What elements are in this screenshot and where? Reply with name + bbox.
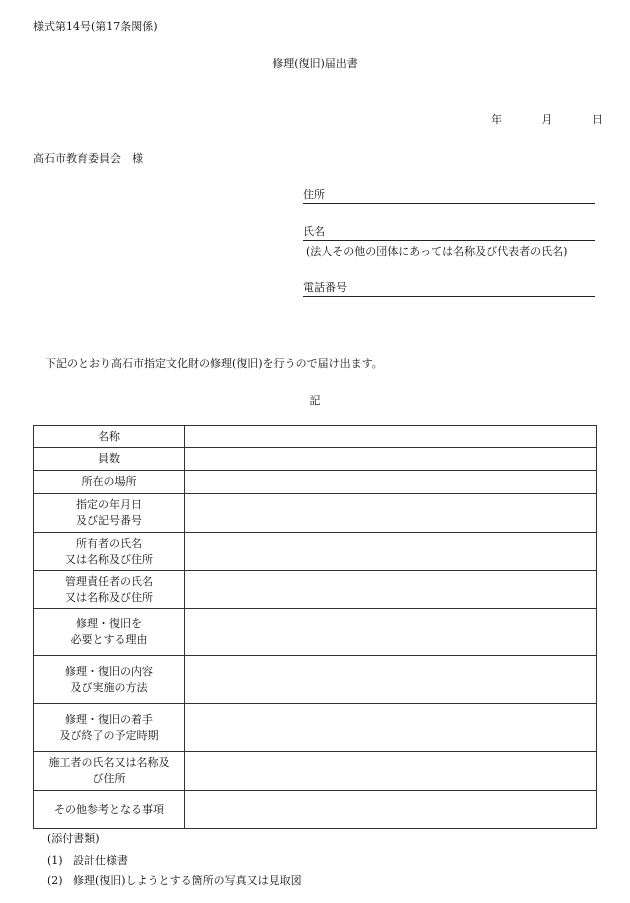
phone-field[interactable] xyxy=(303,279,595,297)
row-label: 施工者の氏名又は名称及 び住所 xyxy=(34,752,185,791)
table-row xyxy=(34,494,597,533)
record-table xyxy=(33,425,597,829)
table-row xyxy=(34,791,597,829)
attachment-item xyxy=(47,872,302,888)
document-title: 修理(復旧)届出書 xyxy=(272,57,358,70)
table-row xyxy=(34,471,597,494)
date-line xyxy=(491,111,603,127)
name-field[interactable] xyxy=(303,223,595,241)
form-number: 様式第14号(第17条関係) xyxy=(33,20,158,33)
address-label: 住所 xyxy=(303,188,325,201)
table-row xyxy=(34,571,597,609)
row-value-cell[interactable] xyxy=(185,448,597,471)
date-year-label: 年 xyxy=(491,113,502,126)
attachment-number: (2) xyxy=(47,874,63,887)
row-label: 修理・復旧の内容 及び実施の方法 xyxy=(34,656,185,704)
attachment-number: (1) xyxy=(47,854,63,867)
attachment-item xyxy=(47,852,128,868)
row-label: 指定の年月日 及び記号番号 xyxy=(34,494,185,533)
table-row xyxy=(34,656,597,704)
intro-text: 下記のとおり高石市指定文化財の修理(復旧)を行うので届け出ます。 xyxy=(45,357,383,370)
row-value-cell[interactable] xyxy=(185,494,597,533)
row-value-cell[interactable] xyxy=(185,704,597,752)
row-label: 管理責任者の氏名 又は名称及び住所 xyxy=(34,571,185,609)
row-label: 名称 xyxy=(34,426,185,448)
date-month-label: 月 xyxy=(541,113,553,126)
ki-label: 記 xyxy=(309,394,321,407)
row-value-cell[interactable] xyxy=(185,471,597,494)
row-value-cell[interactable] xyxy=(185,791,597,829)
table-row xyxy=(34,426,597,448)
date-day-label: 日 xyxy=(592,113,603,126)
row-value-cell[interactable] xyxy=(185,752,597,791)
row-value-cell[interactable] xyxy=(185,656,597,704)
attachment-text: 設計仕様書 xyxy=(73,854,128,867)
name-label: 氏名 xyxy=(303,225,325,238)
table-row xyxy=(34,533,597,571)
row-label: 修理・復旧の着手 及び終了の予定時期 xyxy=(34,704,185,752)
address-field[interactable] xyxy=(303,186,595,204)
table-row xyxy=(34,752,597,791)
phone-label: 電話番号 xyxy=(303,281,347,294)
row-label: その他参考となる事項 xyxy=(34,791,185,829)
organization-note: (法人その他の団体にあっては名称及び代表者の氏名) xyxy=(306,245,568,258)
row-value-cell[interactable] xyxy=(185,533,597,571)
attachments-title: (添付書類) xyxy=(47,832,100,845)
row-value-cell[interactable] xyxy=(185,426,597,448)
row-label: 修理・復旧を 必要とする理由 xyxy=(34,609,185,656)
table-row xyxy=(34,704,597,752)
row-label: 員数 xyxy=(34,448,185,471)
row-label: 所在の場所 xyxy=(34,471,185,494)
table-row xyxy=(34,609,597,656)
addressee: 高石市教育委員会 様 xyxy=(33,152,143,165)
row-label: 所有者の氏名 又は名称及び住所 xyxy=(34,533,185,571)
attachment-text: 修理(復旧)しようとする箇所の写真又は見取図 xyxy=(73,874,302,887)
row-value-cell[interactable] xyxy=(185,571,597,609)
row-value-cell[interactable] xyxy=(185,609,597,656)
table-row xyxy=(34,448,597,471)
